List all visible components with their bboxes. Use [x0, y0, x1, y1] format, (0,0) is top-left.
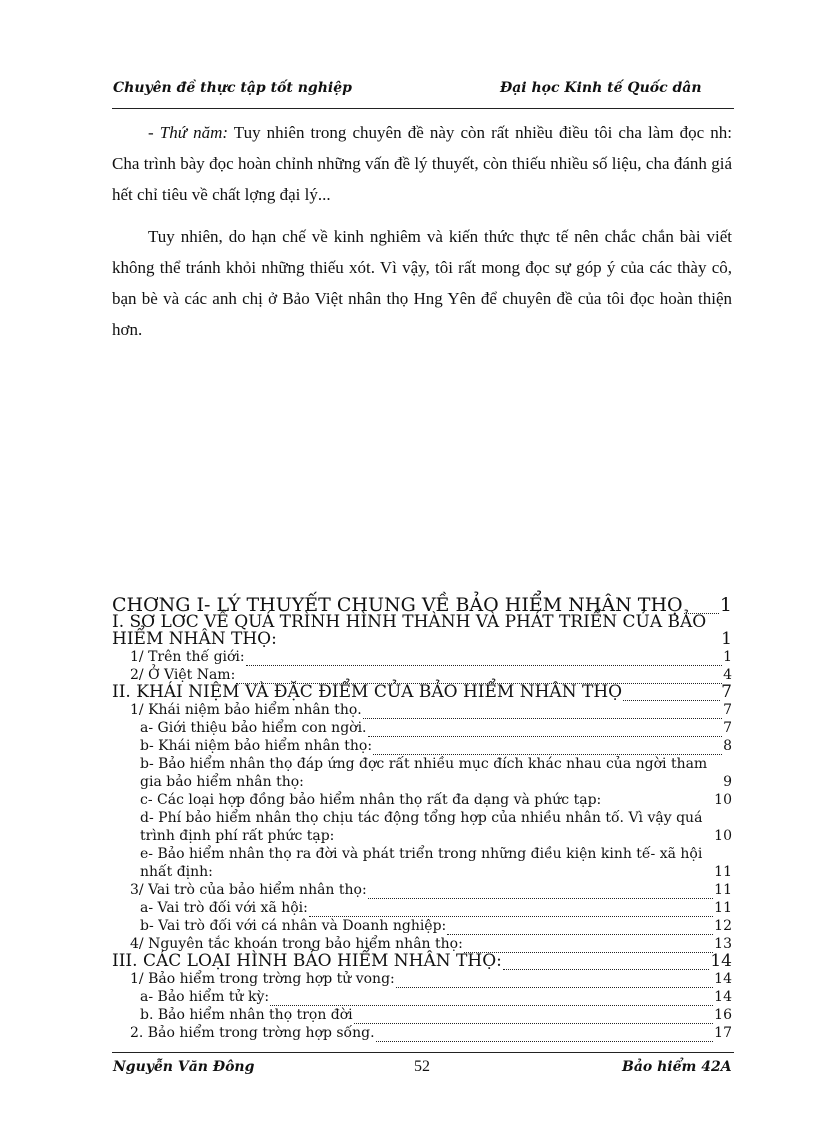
- toc-entry-title: a- Vai trò đối với xã hội:: [140, 900, 308, 917]
- toc-entry-page: 7: [723, 720, 732, 737]
- toc-entry: [112, 684, 732, 701]
- toc-leader-dots: [368, 724, 723, 738]
- toc-entry: [112, 845, 732, 881]
- toc-leader-dots: [376, 1029, 714, 1043]
- toc-entry-title: 2. Bảo hiểm trong trờng hợp sống.: [130, 1025, 375, 1042]
- toc-entry-title: II. KHÁI NIỆM VÀ ĐẶC ĐIỂM CỦA BẢO HIỂM NHÂN THỌ: [112, 682, 623, 703]
- toc-entry: [112, 899, 732, 917]
- toc-entry: [112, 791, 732, 809]
- toc-entry: [112, 917, 732, 935]
- toc-entry-page: 16: [714, 1007, 732, 1024]
- toc-entry: [112, 988, 732, 1006]
- toc-entry-page: 11: [714, 882, 732, 899]
- toc-entry-page: 7: [721, 682, 732, 703]
- paragraph-lead: - Thứ năm:: [148, 123, 229, 142]
- toc-entry: [112, 1006, 732, 1024]
- paragraph-text: Tuy nhiên, do hạn chế về kinh nghiêm và kiến thức thực tế nên chắc chắn bài viết không thể tránh khỏi những thiếu xót. Vì vậy, tôi rất mong đọc sự góp ý của các thày cô, bạn bè và các anh chị ở Bảo Việt nhân thọ Hng Yên để chuyên đề của tôi đọc hoàn thiện hơn.: [112, 227, 732, 339]
- toc-leader-dots: [354, 1011, 714, 1025]
- toc-entry-title: CHƠNG I- LÝ THUYẾT CHUNG VỀ BẢO HIỂM NHÂN THỌ: [112, 594, 683, 617]
- toc-entry: [112, 970, 732, 988]
- toc-leader-dots: [623, 685, 720, 701]
- toc-entry-title: 2/ Ở Việt Nam:: [130, 667, 236, 684]
- toc-entry-title: b. Bảo hiểm nhân thọ trọn đời: [140, 1007, 353, 1024]
- toc-entry-page: 7: [723, 702, 732, 719]
- toc-entry-page: 8: [723, 738, 732, 755]
- toc-leader-dots: [503, 954, 709, 970]
- toc-leader-dots: [309, 904, 713, 918]
- toc-entry: [112, 953, 732, 970]
- toc-entry-page: 14: [710, 951, 732, 972]
- toc-entry: [112, 614, 732, 648]
- table-of-contents: [112, 596, 732, 1042]
- header-left: Chuyên đề thực tập tốt nghiệp: [113, 80, 352, 96]
- toc-entry-title: I. SƠ LƠC VỀ QUÁ TRÌNH HÌNH THÀNH VÀ PHÁT TRIỂN CỦA BẢO HIỂM NHÂN THỌ:: [112, 612, 707, 650]
- toc-entry-page: 11: [714, 900, 732, 917]
- toc-entry: [112, 719, 732, 737]
- toc-leader-dots: [447, 922, 713, 936]
- toc-entry: [112, 648, 732, 666]
- toc-leader-dots: [246, 653, 722, 667]
- toc-entry-title: 4/ Nguyên tắc khoán trong bảo hiểm nhân thọ:: [130, 936, 463, 953]
- toc-entry-title: d- Phí bảo hiểm nhân thọ chịu tác động tổng hợp của nhiều nhân tố. Vì vậy quá trình định phí rất phức tạp:: [140, 810, 703, 845]
- toc-entry-page: 4: [723, 667, 732, 684]
- toc-entry-title: 1/ Khái niệm bảo hiểm nhân thọ.: [130, 702, 362, 719]
- toc-entry-title: 3/ Vai trò của bảo hiểm nhân thọ:: [130, 882, 367, 899]
- toc-leader-dots: [270, 993, 713, 1007]
- body-paragraph-1: [112, 117, 732, 210]
- toc-entry: [112, 809, 732, 845]
- header-rule: [112, 108, 734, 109]
- toc-entry-page: 11: [714, 864, 732, 881]
- toc-entry: [112, 737, 732, 755]
- header-right: Đại học Kinh tế Quốc dân: [500, 80, 702, 96]
- footer-course: Bảo hiểm 42A: [622, 1059, 732, 1075]
- toc-entry-page: 17: [714, 1025, 732, 1042]
- toc-entry-title: a- Bảo hiểm tử kỳ:: [140, 989, 270, 1006]
- footer-page-number: 52: [414, 1058, 430, 1075]
- toc-entry-title: 1/ Trên thế giới:: [130, 649, 245, 666]
- toc-entry-title: b- Khái niệm bảo hiểm nhân thọ:: [140, 738, 373, 755]
- toc-entry-page: 1: [719, 594, 732, 617]
- toc-entry-page: 1: [721, 629, 732, 650]
- toc-entry-title: 1/ Bảo hiểm trong trờng hợp tử vong:: [130, 971, 395, 988]
- toc-entry-page: 12: [714, 918, 732, 935]
- toc-entry-page: 10: [714, 828, 732, 845]
- toc-entry-page: 13: [714, 936, 732, 953]
- toc-entry: [112, 755, 732, 791]
- toc-entry-page: 14: [714, 971, 732, 988]
- toc-entry-title: c- Các loại hợp đồng bảo hiểm nhân thọ rất đa dạng và phức tạp:: [140, 792, 602, 809]
- toc-entry-title: III. CÁC LOẠI HÌNH BẢO HIỂM NHÂN THỌ:: [112, 951, 502, 972]
- footer-author: Nguyễn Văn Đông: [113, 1059, 255, 1075]
- toc-entry-title: b- Vai trò đối với cá nhân và Doanh nghiệp:: [140, 918, 447, 935]
- footer-rule: [112, 1052, 734, 1053]
- toc-entry: [112, 701, 732, 719]
- toc-leader-dots: [396, 975, 713, 989]
- toc-entry: [112, 1024, 732, 1042]
- toc-leader-dots: [373, 742, 722, 756]
- toc-entry: [112, 881, 732, 899]
- toc-entry-page: 10: [714, 792, 732, 809]
- body-paragraph-2: [112, 221, 732, 345]
- toc-entry-page: 9: [723, 774, 732, 791]
- toc-entry-title: a- Giới thiệu bảo hiểm con ngời.: [140, 720, 367, 737]
- toc-entry-page: 14: [714, 989, 732, 1006]
- paragraph-text: Tuy nhiên trong chuyên đề này còn rất nhiều điều tôi cha làm đọc nh: Cha trình bày đọc hoàn chỉnh những vấn đề lý thuyết, còn thiếu nhiều số liệu, cha đánh giá hết chỉ tiêu về chất lợng đại lý...: [112, 123, 733, 204]
- toc-entry-title: e- Bảo hiểm nhân thọ ra đời và phát triển trong những điều kiện kinh tế- xã hội nhất định:: [140, 846, 703, 881]
- toc-leader-dots: [368, 886, 713, 900]
- toc-entry-title: b- Bảo hiểm nhân thọ đáp ứng đợc rất nhiều mục đích khác nhau của ngời tham gia bảo hiểm nhân thọ:: [140, 756, 708, 791]
- toc-entry-page: 1: [723, 649, 732, 666]
- toc-leader-dots: [363, 706, 722, 720]
